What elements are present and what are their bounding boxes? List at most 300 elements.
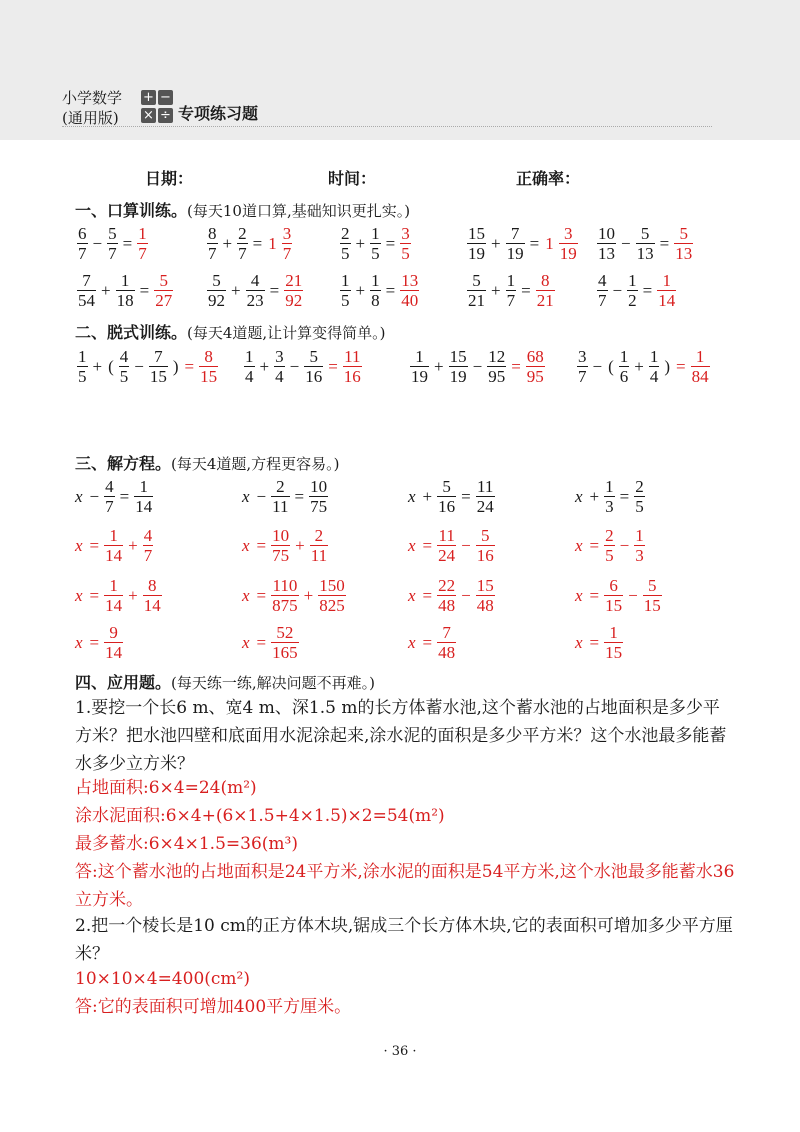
operator: (	[608, 356, 614, 376]
numerator: 9	[109, 623, 118, 642]
solution-step-1	[575, 527, 647, 564]
denominator: 48	[438, 596, 456, 615]
numerator: 2	[635, 477, 644, 496]
fraction	[104, 577, 123, 614]
operator: +	[589, 486, 600, 506]
section3-note: (每天4道题,方程更容易。)	[171, 455, 340, 473]
denominator: 5	[401, 244, 410, 263]
variable-x: x	[242, 632, 250, 652]
fraction	[627, 272, 638, 309]
fraction	[636, 225, 655, 262]
operator: =	[511, 356, 521, 376]
operator: =	[619, 486, 630, 506]
solution-step-2	[75, 577, 164, 614]
operator: −	[628, 585, 638, 605]
section4-title	[75, 670, 375, 693]
numerator: 2	[314, 526, 324, 545]
variable-x: x	[242, 585, 250, 605]
fraction	[506, 272, 517, 309]
fraction	[437, 527, 456, 564]
fraction	[237, 225, 248, 262]
fraction	[604, 527, 615, 564]
variable-x: x	[242, 535, 250, 555]
denominator: 15	[643, 596, 661, 615]
operator: =	[676, 356, 686, 376]
denominator: 18	[116, 291, 134, 310]
operator: =	[89, 632, 100, 652]
fraction	[559, 225, 578, 262]
denominator: 95	[526, 367, 544, 386]
book-edition: (通用版)	[62, 109, 119, 127]
solution-step-1	[75, 527, 155, 564]
step-item	[408, 348, 547, 385]
denominator: 95	[488, 367, 506, 386]
q2-final-answer: 答:它的表面积可增加400平方厘米。	[75, 997, 352, 1017]
section2-title	[75, 320, 386, 343]
fraction	[449, 348, 468, 385]
multiply-icon: ×	[141, 108, 156, 123]
fraction	[597, 225, 616, 262]
numerator: 22	[438, 576, 456, 595]
operator: =	[256, 585, 267, 605]
section2-heading: 二、脱式训练。	[75, 323, 188, 342]
numerator: 2	[341, 224, 350, 243]
numerator: 1	[649, 347, 659, 366]
numerator: 11	[438, 526, 455, 545]
denominator: 7	[138, 244, 147, 263]
numerator: 1	[506, 271, 516, 290]
numerator: 1	[371, 271, 380, 290]
section4-note: (每天练一练,解决问题不再难。)	[171, 674, 375, 692]
denominator: 14	[105, 596, 123, 615]
denominator: 5	[341, 291, 350, 310]
numerator: 7	[510, 224, 520, 243]
denominator: 5	[371, 244, 380, 263]
denominator: 75	[310, 497, 328, 516]
operator: +	[355, 280, 366, 300]
fraction	[476, 577, 495, 614]
fraction	[437, 577, 456, 614]
oral-item	[465, 272, 557, 309]
solution-result	[242, 624, 301, 661]
numerator: 1	[341, 271, 350, 290]
fraction	[304, 348, 323, 385]
operator: −	[289, 356, 300, 376]
operator: 1	[268, 233, 277, 253]
numerator: 12	[488, 347, 506, 366]
denominator: 7	[105, 497, 114, 516]
numerator: 5	[472, 271, 481, 290]
numerator: 4	[250, 271, 260, 290]
denominator: 5	[78, 367, 87, 386]
fraction	[207, 272, 226, 309]
solution-step-1	[408, 527, 497, 564]
operator: +	[128, 585, 138, 605]
denominator: 48	[438, 643, 456, 662]
numerator: 3	[275, 347, 284, 366]
denominator: 84	[691, 367, 709, 386]
fraction	[657, 272, 676, 309]
numerator: 1	[605, 477, 614, 496]
numerator: 1	[371, 224, 380, 243]
numerator: 5	[212, 271, 221, 290]
fraction	[149, 348, 168, 385]
numerator: 5	[647, 576, 657, 595]
variable-x: x	[575, 585, 583, 605]
q1-answer-volume: 最多蓄水:6×4×1.5=36(m³)	[75, 834, 298, 854]
fraction	[271, 577, 299, 614]
numerator: 15	[476, 576, 494, 595]
numerator: 2	[605, 526, 614, 545]
numerator: 3	[401, 224, 410, 243]
denominator: 54	[78, 291, 95, 310]
denominator: 24	[476, 497, 494, 516]
denominator: 4	[275, 367, 284, 386]
denominator: 5	[635, 497, 644, 516]
denominator: 5	[341, 244, 350, 263]
numerator: 6	[609, 576, 618, 595]
fraction	[104, 624, 123, 661]
denominator: 3	[635, 546, 644, 565]
numerator: 4	[119, 347, 129, 366]
q1-answer-plaster: 涂水泥面积:6×4+(6×1.5+4×1.5)×2=54(m²)	[75, 806, 445, 826]
fraction	[476, 527, 495, 564]
operator: =	[422, 585, 433, 605]
section3-heading: 三、解方程。	[75, 454, 172, 473]
numerator: 1	[619, 347, 629, 366]
operator: +	[259, 356, 270, 376]
variable-x: x	[408, 632, 416, 652]
book-label	[62, 88, 122, 128]
operator: +	[303, 585, 314, 605]
numerator: 5	[159, 271, 168, 290]
operator: −	[619, 535, 630, 555]
fraction	[207, 225, 218, 262]
fraction	[634, 478, 645, 515]
numerator: 5	[480, 526, 490, 545]
fraction	[134, 478, 153, 515]
operator: =	[119, 486, 130, 506]
operator: −	[621, 233, 631, 253]
fraction	[437, 624, 456, 661]
fraction	[634, 527, 645, 564]
numerator: 5	[309, 347, 318, 366]
operator: =	[328, 356, 338, 376]
divide-icon: ÷	[158, 108, 173, 123]
operator: +	[634, 356, 644, 376]
fraction	[370, 272, 381, 309]
equation	[408, 478, 497, 515]
operator: +	[422, 486, 433, 506]
fraction	[154, 272, 173, 309]
oral-item	[338, 225, 413, 262]
numerator: 68	[526, 347, 544, 366]
operator: =	[89, 535, 100, 555]
operator: +	[222, 233, 233, 253]
operator: +	[128, 535, 138, 555]
step-item	[75, 348, 220, 385]
fraction	[604, 624, 623, 661]
operator: =	[529, 233, 540, 253]
numerator: 1	[109, 526, 118, 545]
numerator: 1	[245, 347, 254, 366]
numerator: 5	[640, 224, 650, 243]
denominator: 24	[438, 546, 456, 565]
fraction	[77, 348, 88, 385]
fraction	[310, 527, 328, 564]
fraction	[271, 624, 299, 661]
denominator: 19	[559, 244, 577, 263]
oral-item	[595, 272, 678, 309]
numerator: 7	[82, 271, 91, 290]
numerator: 3	[563, 224, 573, 243]
fraction	[536, 272, 555, 309]
denominator: 92	[208, 291, 225, 310]
denominator: 15	[605, 596, 623, 615]
fraction	[77, 225, 88, 262]
numerator: 7	[442, 623, 451, 642]
operator: =	[422, 632, 433, 652]
operator: +	[491, 233, 501, 253]
denominator: 7	[506, 291, 516, 310]
operator: =	[659, 233, 670, 253]
numerator: 1	[415, 347, 424, 366]
fraction	[284, 272, 303, 309]
numerator: 4	[143, 526, 153, 545]
denominator: 11	[272, 497, 289, 516]
denominator: 19	[468, 244, 485, 263]
fraction	[467, 272, 486, 309]
fraction	[246, 272, 265, 309]
numerator: 11	[344, 347, 361, 366]
denominator: 8	[371, 291, 380, 310]
denominator: 16	[476, 546, 494, 565]
step-item	[575, 348, 712, 385]
fraction	[437, 478, 456, 515]
numerator: 15	[449, 347, 467, 366]
operator: =	[589, 585, 600, 605]
fraction	[340, 225, 351, 262]
numerator: 4	[598, 271, 607, 290]
fraction	[137, 225, 148, 262]
oral-item	[75, 225, 150, 262]
operator: +	[434, 356, 444, 376]
page-number: · 36 ·	[383, 1044, 417, 1059]
fraction	[318, 577, 346, 614]
solution-result	[575, 624, 625, 661]
operator: +	[355, 233, 366, 253]
solution-step-2	[575, 577, 664, 614]
operator: =	[589, 632, 600, 652]
fraction	[143, 577, 162, 614]
operator: )	[664, 356, 671, 376]
fraction	[119, 348, 130, 385]
denominator: 21	[536, 291, 554, 310]
fraction	[271, 527, 290, 564]
operator: +	[231, 280, 241, 300]
operator: =	[256, 535, 267, 555]
numerator: 4	[105, 477, 114, 496]
denominator: 92	[285, 291, 303, 310]
variable-x: x	[75, 486, 83, 506]
denominator: 875	[272, 596, 298, 615]
equation	[575, 478, 647, 515]
q1-final-answer: 答:这个蓄水池的占地面积是24平方米,涂水泥的面积是54平方米,这个水池最多能蓄水36立方米。	[75, 862, 735, 910]
variable-x: x	[75, 632, 83, 652]
numerator: 8	[540, 271, 550, 290]
equation	[75, 478, 155, 515]
fraction	[410, 348, 429, 385]
numerator: 11	[477, 477, 494, 496]
fraction	[691, 348, 710, 385]
numerator: 2	[238, 224, 247, 243]
section4-heading: 四、应用题。	[75, 673, 172, 692]
operator: +	[491, 280, 501, 300]
operator: =	[385, 280, 396, 300]
variable-x: x	[408, 585, 416, 605]
numerator: 110	[272, 576, 298, 595]
fraction	[370, 225, 381, 262]
question-2: 2.把一个棱长是10 cm的正方体木块,锯成三个长方体木块,它的表面积可增加多少平方厘米？	[75, 916, 733, 964]
numerator: 3	[578, 347, 587, 366]
denominator: 14	[658, 291, 676, 310]
operator: +	[92, 356, 103, 376]
variable-x: x	[575, 486, 583, 506]
fraction	[506, 225, 525, 262]
operator: −	[592, 356, 603, 376]
operator: =	[589, 535, 600, 555]
operator: =	[294, 486, 305, 506]
step-item	[242, 348, 364, 385]
fraction	[487, 348, 506, 385]
fraction	[104, 478, 115, 515]
operator: =	[521, 280, 531, 300]
denominator: 7	[78, 244, 87, 263]
numerator: 1	[138, 224, 147, 243]
denominator: 27	[155, 291, 173, 310]
operator: +	[295, 535, 305, 555]
numerator: 2	[276, 477, 285, 496]
denominator: 7	[598, 291, 607, 310]
solution-step-1	[242, 527, 330, 564]
fraction	[343, 348, 362, 385]
denominator: 3	[605, 497, 614, 516]
minus-icon: −	[158, 90, 173, 105]
book-name: 小学数学	[62, 89, 123, 107]
denominator: 7	[578, 367, 587, 386]
q1-answer-area: 占地面积:6×4=24(m²)	[75, 778, 257, 798]
operator: −	[134, 356, 144, 376]
fraction	[467, 225, 486, 262]
numerator: 3	[282, 224, 292, 243]
section3-title	[75, 451, 340, 474]
fraction	[340, 272, 351, 309]
denominator: 15	[605, 643, 623, 662]
denominator: 23	[246, 291, 264, 310]
operator: =	[139, 280, 150, 300]
denominator: 13	[636, 244, 654, 263]
section1-note: (每天10道口算,基础知识更扎实。)	[187, 202, 411, 220]
denominator: 19	[449, 367, 467, 386]
numerator: 10	[272, 526, 290, 545]
denominator: 825	[319, 596, 345, 615]
denominator: 4	[649, 367, 659, 386]
operator: −	[472, 356, 483, 376]
denominator: 16	[343, 367, 361, 386]
operator: =	[422, 535, 433, 555]
denominator: 19	[506, 244, 524, 263]
denominator: 7	[143, 546, 153, 565]
denominator: 11	[310, 546, 328, 565]
denominator: 14	[105, 643, 123, 662]
denominator: 19	[411, 367, 428, 386]
fraction	[107, 225, 118, 262]
fraction	[274, 348, 285, 385]
numerator: 1	[139, 477, 148, 496]
page-title: 专项练习题	[178, 104, 259, 123]
numerator: 1	[78, 347, 87, 366]
operator: +	[101, 280, 111, 300]
denominator: 16	[438, 497, 456, 516]
fraction	[476, 478, 495, 515]
numerator: 1	[695, 347, 705, 366]
numerator: 8	[147, 576, 157, 595]
variable-x: x	[575, 632, 583, 652]
q2-answer-calc: 10×10×4=400(cm²)	[75, 969, 250, 989]
denominator: 48	[476, 596, 494, 615]
operator: =	[89, 585, 100, 605]
denominator: 15	[200, 367, 218, 386]
numerator: 7	[154, 347, 163, 366]
denominator: 7	[282, 244, 292, 263]
operator: −	[461, 585, 471, 605]
denominator: 16	[305, 367, 323, 386]
fraction	[400, 272, 419, 309]
time-label: 时间：	[328, 169, 377, 188]
solution-step-2	[242, 577, 348, 614]
fraction	[271, 478, 289, 515]
variable-x: x	[408, 486, 416, 506]
denominator: 7	[208, 244, 217, 263]
numerator: 15	[468, 224, 485, 243]
section1-heading: 一、口算训练。	[75, 201, 188, 220]
oral-item	[595, 225, 695, 262]
operator: =	[252, 233, 263, 253]
date-label: 日期：	[145, 169, 194, 188]
numerator: 1	[609, 623, 618, 642]
operator: =	[385, 233, 396, 253]
operator-icons	[141, 90, 175, 128]
oral-item	[338, 272, 421, 309]
operator: =	[256, 632, 267, 652]
plus-icon: +	[141, 90, 156, 105]
fraction	[244, 348, 255, 385]
fraction	[619, 348, 630, 385]
numerator: 1	[628, 271, 637, 290]
solution-step-2	[408, 577, 497, 614]
denominator: 21	[468, 291, 485, 310]
fraction	[77, 272, 96, 309]
fraction	[400, 225, 411, 262]
numerator: 5	[108, 224, 117, 243]
operator: =	[461, 486, 471, 506]
variable-x: x	[75, 535, 83, 555]
accuracy-label: 正确率：	[516, 169, 581, 188]
denominator: 165	[272, 643, 298, 662]
section1-title	[75, 198, 410, 221]
denominator: 13	[675, 244, 693, 263]
numerator: 10	[598, 224, 615, 243]
